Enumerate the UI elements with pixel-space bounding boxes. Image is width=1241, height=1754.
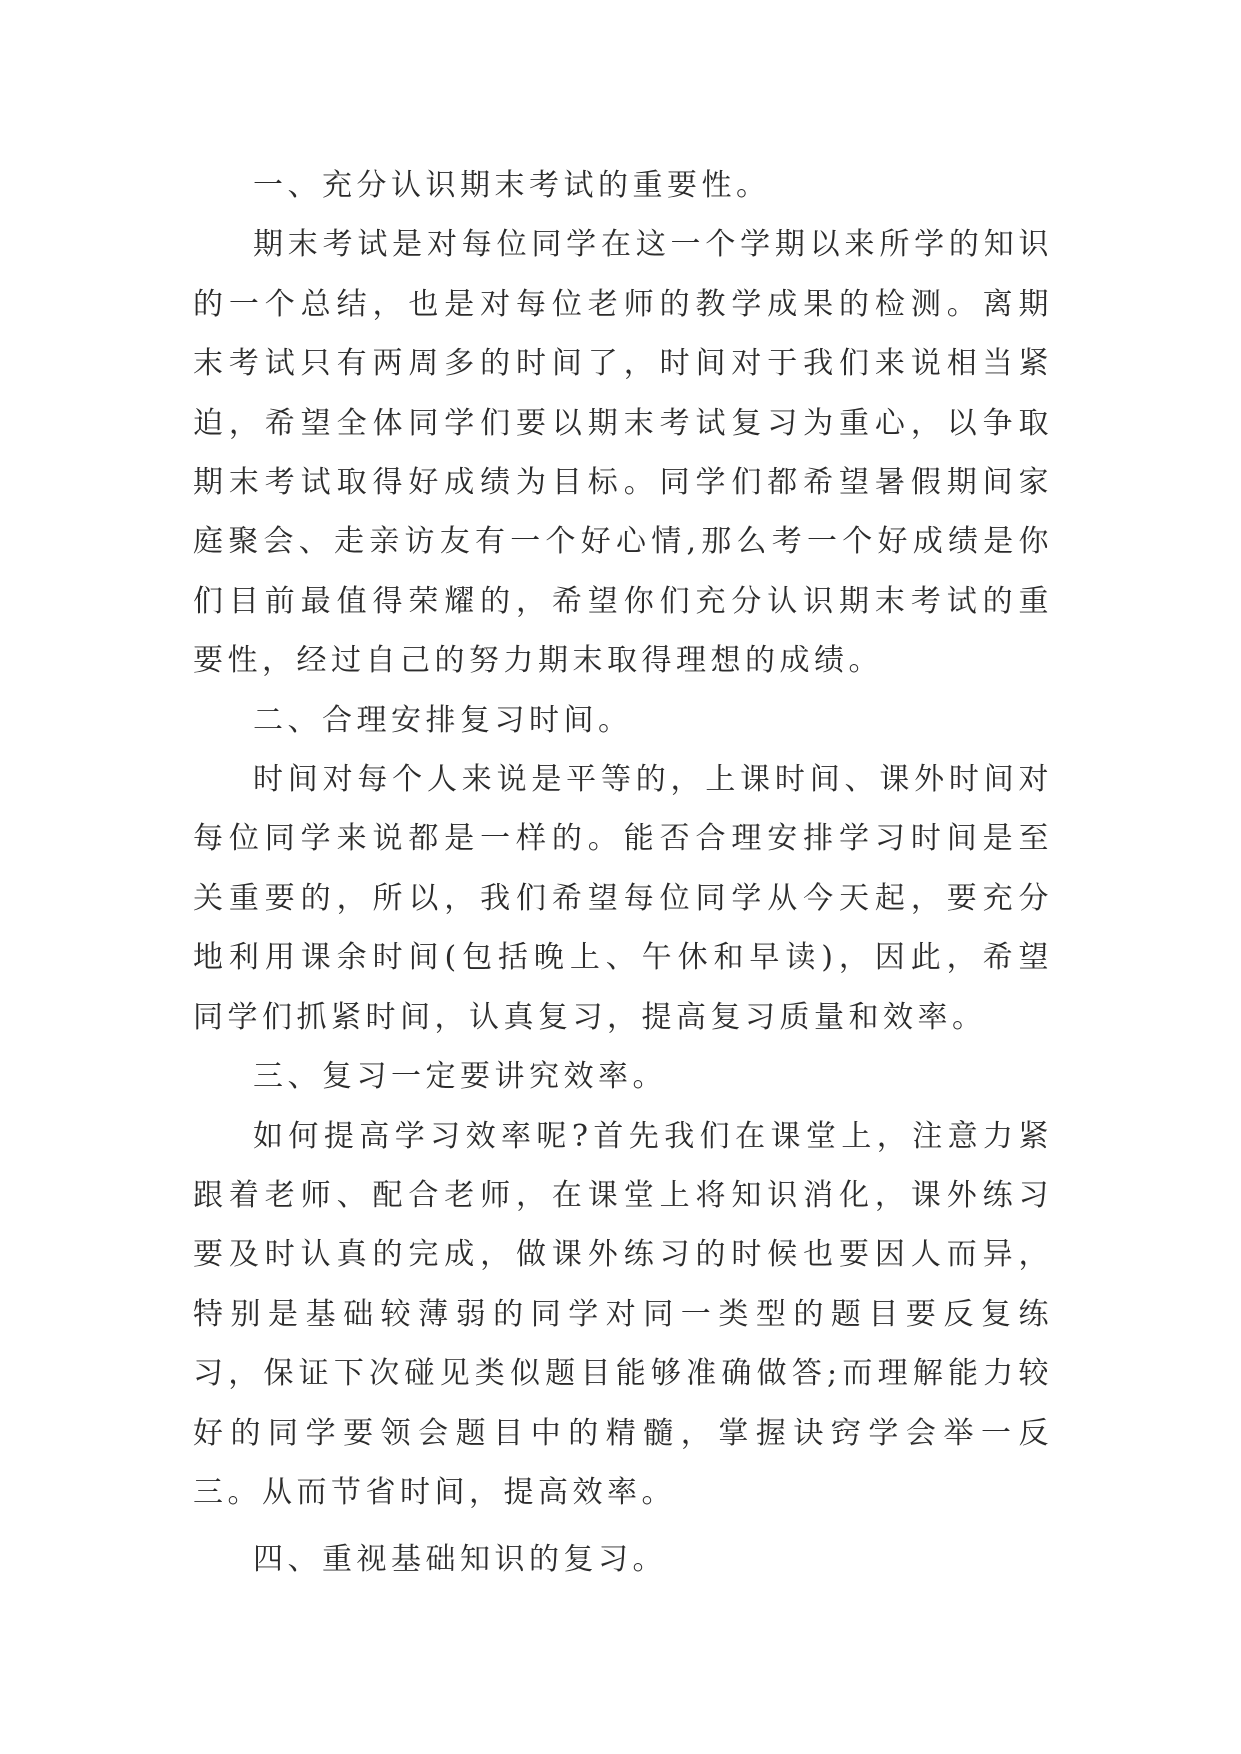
section-heading-3: 三、复习一定要讲究效率。: [253, 1059, 667, 1095]
section-paragraph-3: 如何提高学习效率呢?首先我们在课堂上，注意力紧跟着老师、配合老师，在课堂上将知识消化，课外练习要及时认真的完成，做课外练习的时候也要因人而异，特别是基础较薄弱的同学对同一类型的题目要反复练习，保证下次碰见类似题目能够准确做答;而理解能力较好的同学要领会题目中的精髓，掌握诀窍学会举一反三。从而节省时间，提高效率。: [193, 1118, 1053, 1510]
section-heading-4: 四、重视基础知识的复习。: [253, 1542, 667, 1578]
section-paragraph-1: 期末考试是对每位同学在这一个学期以来所学的知识的一个总结，也是对每位老师的教学成果的检测。离期末考试只有两周多的时间了，时间对于我们来说相当紧迫，希望全体同学们要以期末考试复习为重心，以争取期末考试取得好成绩为目标。同学们都希望暑假期间家庭聚会、走亲访友有一个好心情,那么考一个好成绩是你们目前最值得荣耀的，希望你们充分认识期末考试的重要性，经过自己的努力期末取得理想的成绩。: [193, 227, 1053, 679]
section-heading-2: 二、合理安排复习时间。: [253, 702, 633, 738]
section-paragraph-2: 时间对每个人来说是平等的，上课时间、课外时间对每位同学来说都是一样的。能否合理安排学习时间是至关重要的，所以，我们希望每位同学从今天起，要充分地利用课余时间(包括晚上、午休和早读)，因此，希望同学们抓紧时间，认真复习，提高复习质量和效率。: [193, 762, 1053, 1035]
section-heading-1: 一、充分认识期末考试的重要性。: [253, 168, 771, 203]
document-body: [193, 156, 1053, 1590]
